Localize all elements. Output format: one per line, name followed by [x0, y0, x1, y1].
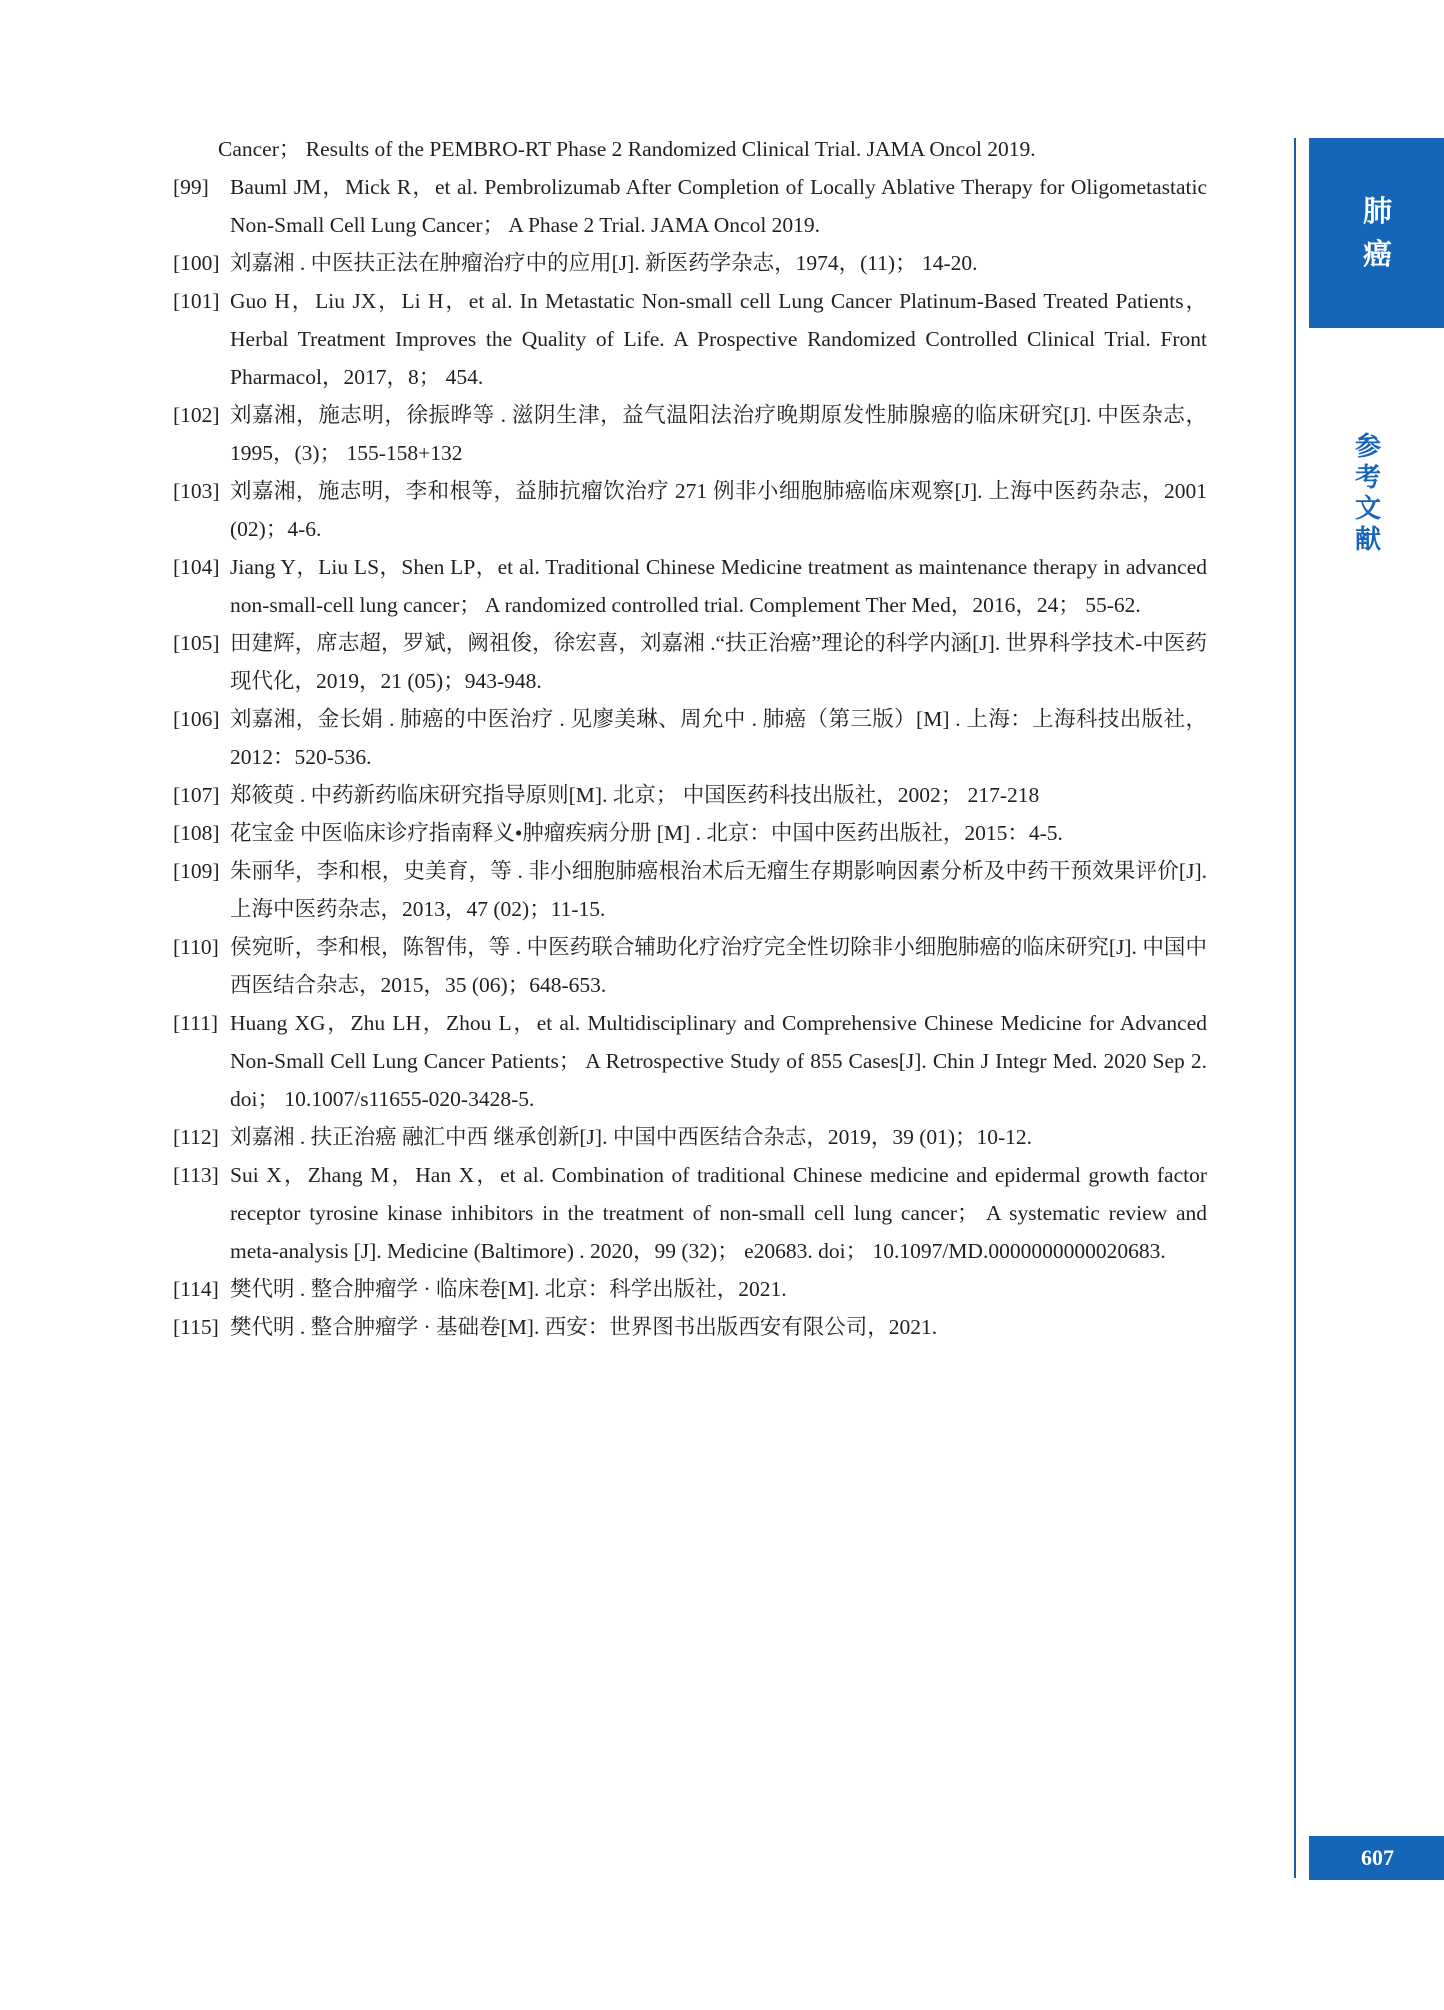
section-label-char: 考: [1354, 463, 1381, 493]
reference-number: [115]: [173, 1315, 219, 1339]
section-label-char: 文: [1354, 494, 1381, 524]
reference-item: [173, 814, 1207, 852]
section-label: [1348, 432, 1388, 556]
section-label-char: 献: [1354, 525, 1381, 555]
reference-item: [173, 700, 1207, 776]
reference-item: [173, 1270, 1207, 1308]
reference-number: [112]: [173, 1125, 219, 1149]
reference-text: 刘嘉湘 . 扶正治癌 融汇中西 继承创新[J]. 中国中西医结合杂志，2019，39 (01)；10-12.: [230, 1125, 1033, 1149]
reference-number: [104]: [173, 555, 220, 579]
page-number-box: [1309, 1836, 1444, 1880]
reference-number: [102]: [173, 403, 220, 427]
reference-text: 樊代明 . 整合肿瘤学 · 临床卷[M]. 北京：科学出版社，2021.: [230, 1277, 787, 1301]
reference-number: [107]: [173, 783, 220, 807]
reference-item: [173, 396, 1207, 472]
reference-item: [173, 852, 1207, 928]
reference-text: Cancer； Results of the PEMBRO-RT Phase 2 Randomized Clinical Trial. JAMA Oncol 2019.: [218, 137, 1036, 161]
reference-text: 樊代明 . 整合肿瘤学 · 基础卷[M]. 西安：世界图书出版西安有限公司，2021.: [230, 1315, 938, 1339]
reference-item: [173, 472, 1207, 548]
reference-item: [173, 1004, 1207, 1118]
reference-item: [173, 244, 1207, 282]
section-label-char: 参: [1354, 432, 1381, 462]
reference-text: 刘嘉湘，施志明，李和根等，益肺抗瘤饮治疗 271 例非小细胞肺癌临床观察[J]. 上海中医药杂志，2001 (02)；4-6.: [230, 479, 1207, 541]
reference-text: 郑筱萸 . 中药新药临床研究指导原则[M]. 北京； 中国医药科技出版社，2002； 217-218: [230, 783, 1040, 807]
chapter-tab-char: 肺: [1362, 194, 1392, 228]
reference-item: [173, 130, 1207, 168]
reference-text: 花宝金 中医临床诊疗指南释义•肿瘤疾病分册 [M] . 北京：中国中医药出版社，2015：4-5.: [230, 821, 1063, 845]
reference-item: [173, 1156, 1207, 1270]
reference-text: 田建辉，席志超，罗斌，阙祖俊，徐宏喜，刘嘉湘 .“扶正治癌”理论的科学内涵[J]. 世界科学技术-中医药现代化，2019，21 (05)；943-948.: [230, 631, 1207, 693]
reference-item: [173, 1118, 1207, 1156]
reference-number: [105]: [173, 631, 220, 655]
reference-number: [100]: [173, 251, 220, 275]
reference-item: [173, 776, 1207, 814]
reference-number: [103]: [173, 479, 220, 503]
reference-number: [111]: [173, 1011, 218, 1035]
reference-text: 刘嘉湘，金长娟 . 肺癌的中医治疗 . 见廖美琳、周允中 . 肺癌（第三版）[M] . 上海：上海科技出版社，2012：520-536.: [230, 707, 1207, 769]
reference-number: [114]: [173, 1277, 219, 1301]
reference-item: [173, 928, 1207, 1004]
page-number: 607: [1361, 1845, 1394, 1870]
sidebar-rule: [1294, 138, 1296, 1878]
reference-list: [173, 130, 1207, 1346]
reference-number: [108]: [173, 821, 220, 845]
reference-text: Sui X，Zhang M，Han X，et al. Combination of traditional Chinese medicine and epidermal growth factor receptor tyrosine kinase inhibitors in the treatment of non-small cell lung cancer； A systematic review and meta-analysis [J]. Medicine (Baltimore) . 2020，99 (32)； e20683. doi； 10.1097/MD.0000000000020683.: [230, 1163, 1207, 1263]
reference-text: Jiang Y，Liu LS，Shen LP，et al. Traditional Chinese Medicine treatment as maintenance therapy in advanced non-small-cell lung cancer； A randomized controlled trial. Complement Ther Med，2016，24； 55-62.: [230, 555, 1207, 617]
reference-number: [99]: [173, 175, 209, 199]
chapter-tab: [1309, 138, 1444, 328]
reference-item: [173, 624, 1207, 700]
reference-item: [173, 1308, 1207, 1346]
reference-text: Huang XG，Zhu LH，Zhou L，et al. Multidisciplinary and Comprehensive Chinese Medicine for Advanced Non-Small Cell Lung Cancer Patients； A Retrospective Study of 855 Cases[J]. Chin J Integr Med. 2020 Sep 2. doi； 10.1007/s11655-020-3428-5.: [230, 1011, 1207, 1111]
chapter-tab-char: 癌: [1362, 237, 1392, 271]
reference-text: Bauml JM，Mick R，et al. Pembrolizumab After Completion of Locally Ablative Therapy for Oligometastatic Non-Small Cell Lung Cancer； A Phase 2 Trial. JAMA Oncol 2019.: [230, 175, 1207, 237]
reference-number: [109]: [173, 859, 220, 883]
reference-number: [110]: [173, 935, 219, 959]
reference-item: [173, 168, 1207, 244]
reference-text: 刘嘉湘，施志明，徐振晔等 . 滋阴生津，益气温阳法治疗晚期原发性肺腺癌的临床研究[J]. 中医杂志，1995，(3)； 155-158+132: [230, 403, 1207, 465]
reference-text: 侯宛昕，李和根，陈智伟，等 . 中医药联合辅助化疗治疗完全性切除非小细胞肺癌的临床研究[J]. 中国中西医结合杂志，2015，35 (06)；648-653.: [230, 935, 1207, 997]
reference-number: [101]: [173, 289, 220, 313]
reference-item: [173, 548, 1207, 624]
reference-text: 朱丽华，李和根，史美育，等 . 非小细胞肺癌根治术后无瘤生存期影响因素分析及中药干预效果评价[J]. 上海中医药杂志，2013，47 (02)；11-15.: [230, 859, 1207, 921]
reference-text: 刘嘉湘 . 中医扶正法在肿瘤治疗中的应用[J]. 新医药学杂志，1974，(11)； 14-20.: [230, 251, 978, 275]
reference-number: [106]: [173, 707, 220, 731]
reference-item: [173, 282, 1207, 396]
reference-text: Guo H，Liu JX，Li H，et al. In Metastatic Non-small cell Lung Cancer Platinum-Based Treated Patients，Herbal Treatment Improves the Quality of Life. A Prospective Randomized Controlled Clinical Trial. Front Pharmacol，2017，8； 454.: [230, 289, 1207, 389]
reference-number: [113]: [173, 1163, 219, 1187]
